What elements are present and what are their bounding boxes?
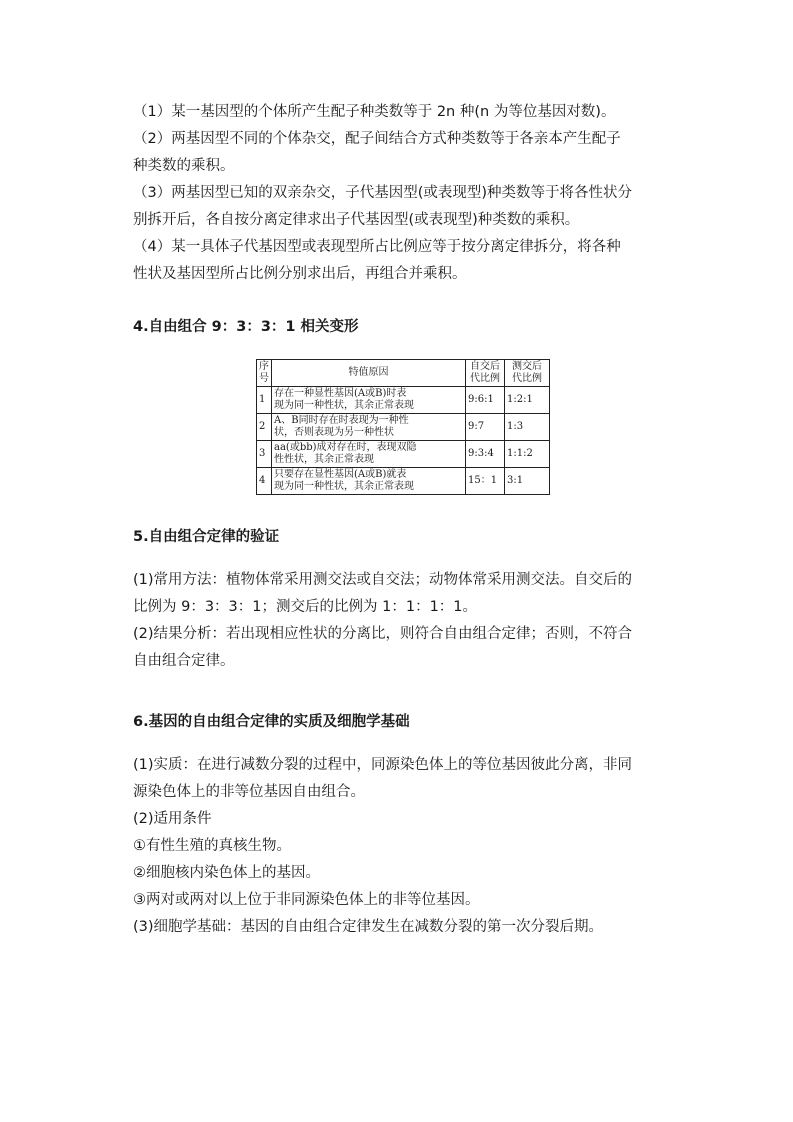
section-6-heading: 6.基因的自由组合定律的实质及细胞学基础 [133,714,410,730]
header-self-cross [466,360,505,387]
row-1-test-ratio: 1:2:1 [505,387,550,414]
header-no-line-2: 号 [259,373,269,384]
row-3-no: 3 [257,441,272,468]
s6-line-4: ①有性生殖的真核生物。 [133,838,291,854]
row-4-no: 4 [257,468,272,495]
row-3-test-ratio: 1:1:2 [505,441,550,468]
row-4-cause-line-1: 只要存在显性基因(A或B)就表 [274,469,407,480]
s5-item-2-line-2: 自由组合定律。 [133,653,235,669]
row-2-test-ratio: 1:3 [505,414,550,441]
row-4-test-ratio: 3:1 [505,468,550,495]
table-row [257,387,550,414]
intro-item-2-line-1: （2）两基因型不同的个体杂交，配子间结合方式种类数等于各亲本产生配子 [133,131,621,147]
table-row [257,468,550,495]
section-6-body [133,752,673,941]
intro-item-4-line-1: （4）某一具体子代基因型或表现型所占比例应等于按分离定律拆分，将各种 [133,239,621,255]
ratio-variation-table [256,359,550,495]
header-no [257,360,272,387]
row-4-self-ratio: 15：1 [466,468,505,495]
row-3-cause-line-1: aa(或bb)成对存在时，表现双隐 [274,442,417,453]
section-4-heading: 4.自由组合 9：3：3：1 相关变形 [133,319,359,335]
row-2-self-ratio: 9:7 [466,414,505,441]
row-2-cause-line-1: A、B同时存在时表现为一种性 [274,415,409,426]
row-4-cause-line-2: 现为同一种性状，其余正常表现 [274,481,414,492]
row-2-no: 2 [257,414,272,441]
row-3-cause-line-2: 性性状，其余正常表现 [274,454,374,465]
row-4-cause [272,468,466,495]
header-test-line-2: 代比例 [512,373,542,384]
header-test-line-1: 测交后 [512,361,542,372]
header-self-line-2: 代比例 [470,373,500,384]
s6-line-7: (3)细胞学基础：基因的自由组合定律发生在减数分裂的第一次分裂后期。 [133,919,604,935]
s5-item-2-line-1: (2)结果分析：若出现相应性状的分离比，则符合自由组合定律；否则，不符合 [133,626,633,642]
s6-line-2: 源染色体上的非等位基因自由组合。 [133,784,365,800]
intro-item-1-line-1: （1）某一基因型的个体所产生配子种类数等于 2n 种(n 为等位基因对数)。 [133,104,616,120]
table-header-row [257,360,550,387]
s5-item-1-line-2: 比例为 9：3：3：1；测交后的比例为 1：1：1：1。 [133,599,478,615]
header-self-line-1: 自交后 [470,361,500,372]
row-1-cause [272,387,466,414]
section-5-body [133,567,673,675]
table-row [257,414,550,441]
s5-item-1-line-1: (1)常用方法：植物体常采用测交法或自交法；动物体常采用测交法。自交后的 [133,572,633,588]
s6-line-6: ③两对或两对以上位于非同源染色体上的非等位基因。 [133,892,480,908]
row-3-self-ratio: 9:3:4 [466,441,505,468]
header-no-line-1: 序 [259,361,269,372]
row-1-no: 1 [257,387,272,414]
row-2-cause-line-2: 状，否则表现为另一种性状 [274,427,394,438]
header-test-cross [505,360,550,387]
row-1-cause-line-2: 现为同一种性状，其余正常表现 [274,400,414,411]
section-5-heading: 5.自由组合定律的验证 [133,529,280,545]
intro-item-4-line-2: 性状及基因型所占比例分别求出后，再组合并乘积。 [133,266,467,282]
intro-item-3-line-2: 别拆开后，各自按分离定律求出子代基因型(或表现型)种类数的乘积。 [133,212,580,228]
intro-item-3-line-1: （3）两基因型已知的双亲杂交，子代基因型(或表现型)种类数等于将各性状分 [133,185,633,201]
s6-line-3: (2)适用条件 [133,811,212,827]
row-3-cause [272,441,466,468]
intro-block [133,99,673,288]
row-2-cause [272,414,466,441]
row-1-self-ratio: 9:6:1 [466,387,505,414]
intro-item-2-line-2: 种类数的乘积。 [133,158,235,174]
table-row [257,441,550,468]
s6-line-1: (1)实质：在进行减数分裂的过程中，同源染色体上的等位基因彼此分离，非同 [133,757,633,773]
s6-line-5: ②细胞核内染色体上的基因。 [133,865,320,881]
header-cause: 特值原因 [272,360,466,387]
row-1-cause-line-1: 存在一种显性基因(A或B)时表 [274,388,407,399]
